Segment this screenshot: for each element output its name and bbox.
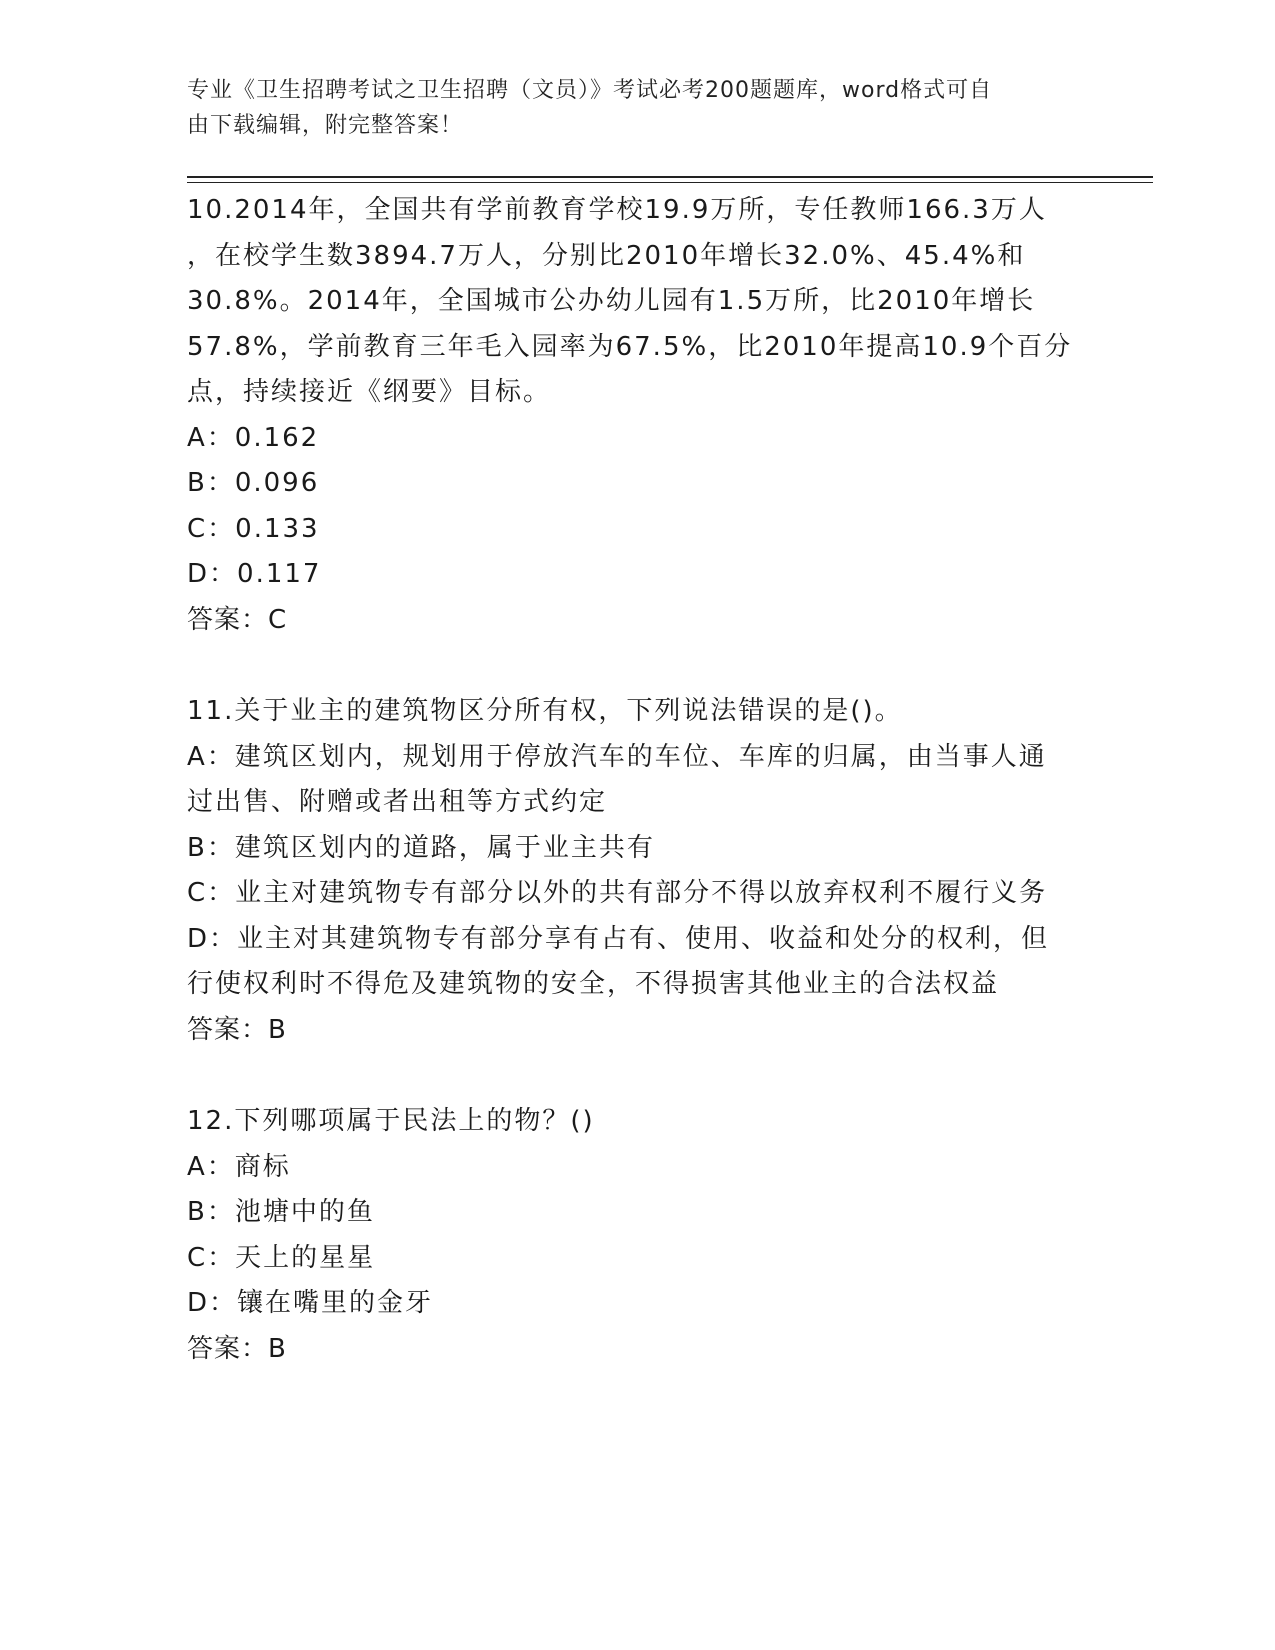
- header-divider-thin: [187, 182, 1153, 183]
- question-stem-line: ，在校学生数3894.7万人，分别比2010年增长32.0%、45.4%和: [187, 240, 1026, 271]
- option-a: A：0.162: [187, 422, 320, 453]
- option-c: C：业主对建筑物专有部分以外的共有部分不得以放弃权利不履行义务: [187, 878, 1048, 908]
- document-header: [187, 73, 1067, 143]
- question-stem-line: 10.2014年，全国共有学前教育学校19.9万所，专任教师166.3万人: [187, 195, 1047, 225]
- option-d: D：0.117: [187, 559, 322, 589]
- answer-line: 答案：B: [187, 1014, 287, 1045]
- question-stem-line: 点，持续接近《纲要》目标。: [187, 377, 552, 407]
- option-c: C：0.133: [187, 513, 320, 544]
- answer-line: 答案：C: [187, 604, 288, 635]
- question-12: [187, 1099, 1087, 1372]
- option-b: B：建筑区划内的道路，属于业主共有: [187, 832, 655, 863]
- option-d-continued: 行使权利时不得危及建筑物的安全，不得损害其他业主的合法权益: [187, 969, 1000, 999]
- question-stem-line: 11.关于业主的建筑物区分所有权，下列说法错误的是()。: [187, 696, 903, 726]
- header-line: 由下载编辑，附完整答案！: [187, 113, 464, 138]
- header-divider-thick: [187, 176, 1153, 178]
- option-d: D：业主对其建筑物专有部分享有占有、使用、收益和处分的权利，但: [187, 923, 1050, 954]
- option-c: C：天上的星星: [187, 1242, 376, 1273]
- option-a: A：商标: [187, 1151, 291, 1182]
- option-d: D：镶在嘴里的金牙: [187, 1288, 434, 1318]
- question-list: [187, 188, 1087, 1372]
- option-a-continued: 过出售、附赠或者出租等方式约定: [187, 787, 608, 817]
- question-stem-line: 12.下列哪项属于民法上的物？(): [187, 1106, 595, 1136]
- option-b: B：池塘中的鱼: [187, 1197, 375, 1227]
- option-a: A：建筑区划内，规划用于停放汽车的车位、车库的归属，由当事人通: [187, 741, 1047, 772]
- header-line: 专业《卫生招聘考试之卫生招聘（文员）》考试必考200题题库，word格式可自: [187, 78, 993, 103]
- question-11: [187, 689, 1087, 1053]
- answer-line: 答案：B: [187, 1333, 287, 1364]
- question-10: [187, 188, 1087, 643]
- question-stem-line: 30.8%。2014年，全国城市公办幼儿园有1.5万所，比2010年增长: [187, 286, 1036, 316]
- question-stem-line: 57.8%，学前教育三年毛入园率为67.5%，比2010年提高10.9个百分: [187, 331, 1073, 362]
- option-b: B：0.096: [187, 468, 320, 498]
